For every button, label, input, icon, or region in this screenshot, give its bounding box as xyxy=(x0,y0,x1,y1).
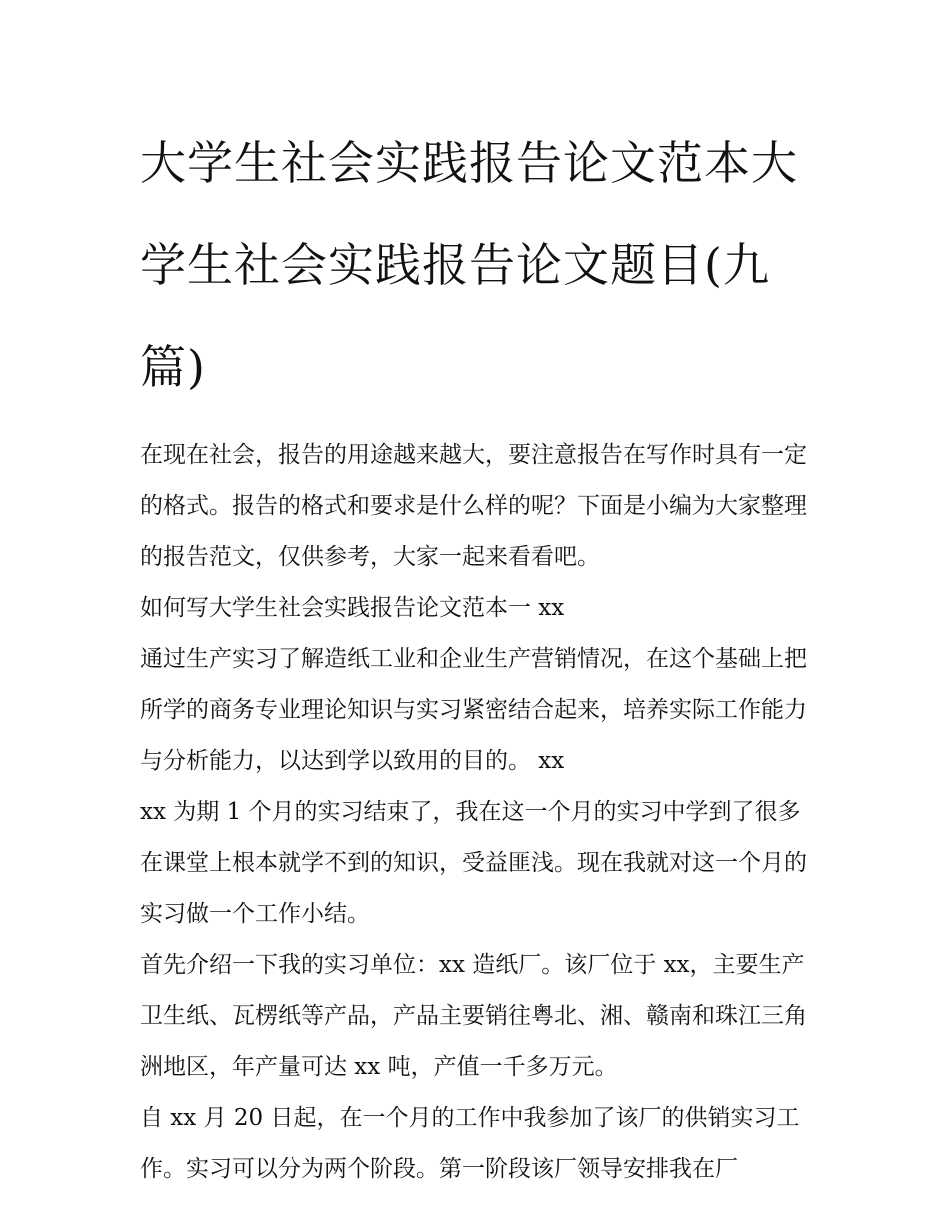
paragraph-heading-sample-one: 如何写大学生社会实践报告论文范本一 xx xyxy=(140,595,565,621)
document-body xyxy=(140,430,820,1195)
document-title: 大学生社会实践报告论文范本大学生社会实践报告论文题目(九篇) xyxy=(140,136,798,394)
paragraph-company-intro: 首先介绍一下我的实习单位：xx 造纸厂。该厂位于 xx，主要生产卫生纸、瓦楞纸等产品，产品主要销往粤北、湘、赣南和珠江三角洲地区，年产量可达 xx 吨，产值一千多万元。 xyxy=(140,952,807,1080)
paragraph-intro: 在现在社会，报告的用途越来越大，要注意报告在写作时具有一定的格式。报告的格式和要求是什么样的呢？下面是小编为大家整理的报告范文，仅供参考，大家一起来看看吧。 xyxy=(140,442,807,570)
paragraph-internship-stages: 自 xx 月 20 日起，在一个月的工作中我参加了该厂的供销实习工作。实习可以分为两个阶段。第一阶段该厂领导安排我在厂 xyxy=(140,1105,800,1182)
document-content xyxy=(140,112,820,1195)
paragraph-summary: xx 为期 1 个月的实习结束了，我在这一个月的实习中学到了很多在课堂上根本就学不到的知识，受益匪浅。现在我就对这一个月的实习做一个工作小结。 xyxy=(140,799,807,927)
paragraph-purpose: 通过生产实习了解造纸工业和企业生产营销情况，在这个基础上把所学的商务专业理论知识与实习紧密结合起来，培养实际工作能力与分析能力，以达到学以致用的目的。 xx xyxy=(140,646,807,774)
